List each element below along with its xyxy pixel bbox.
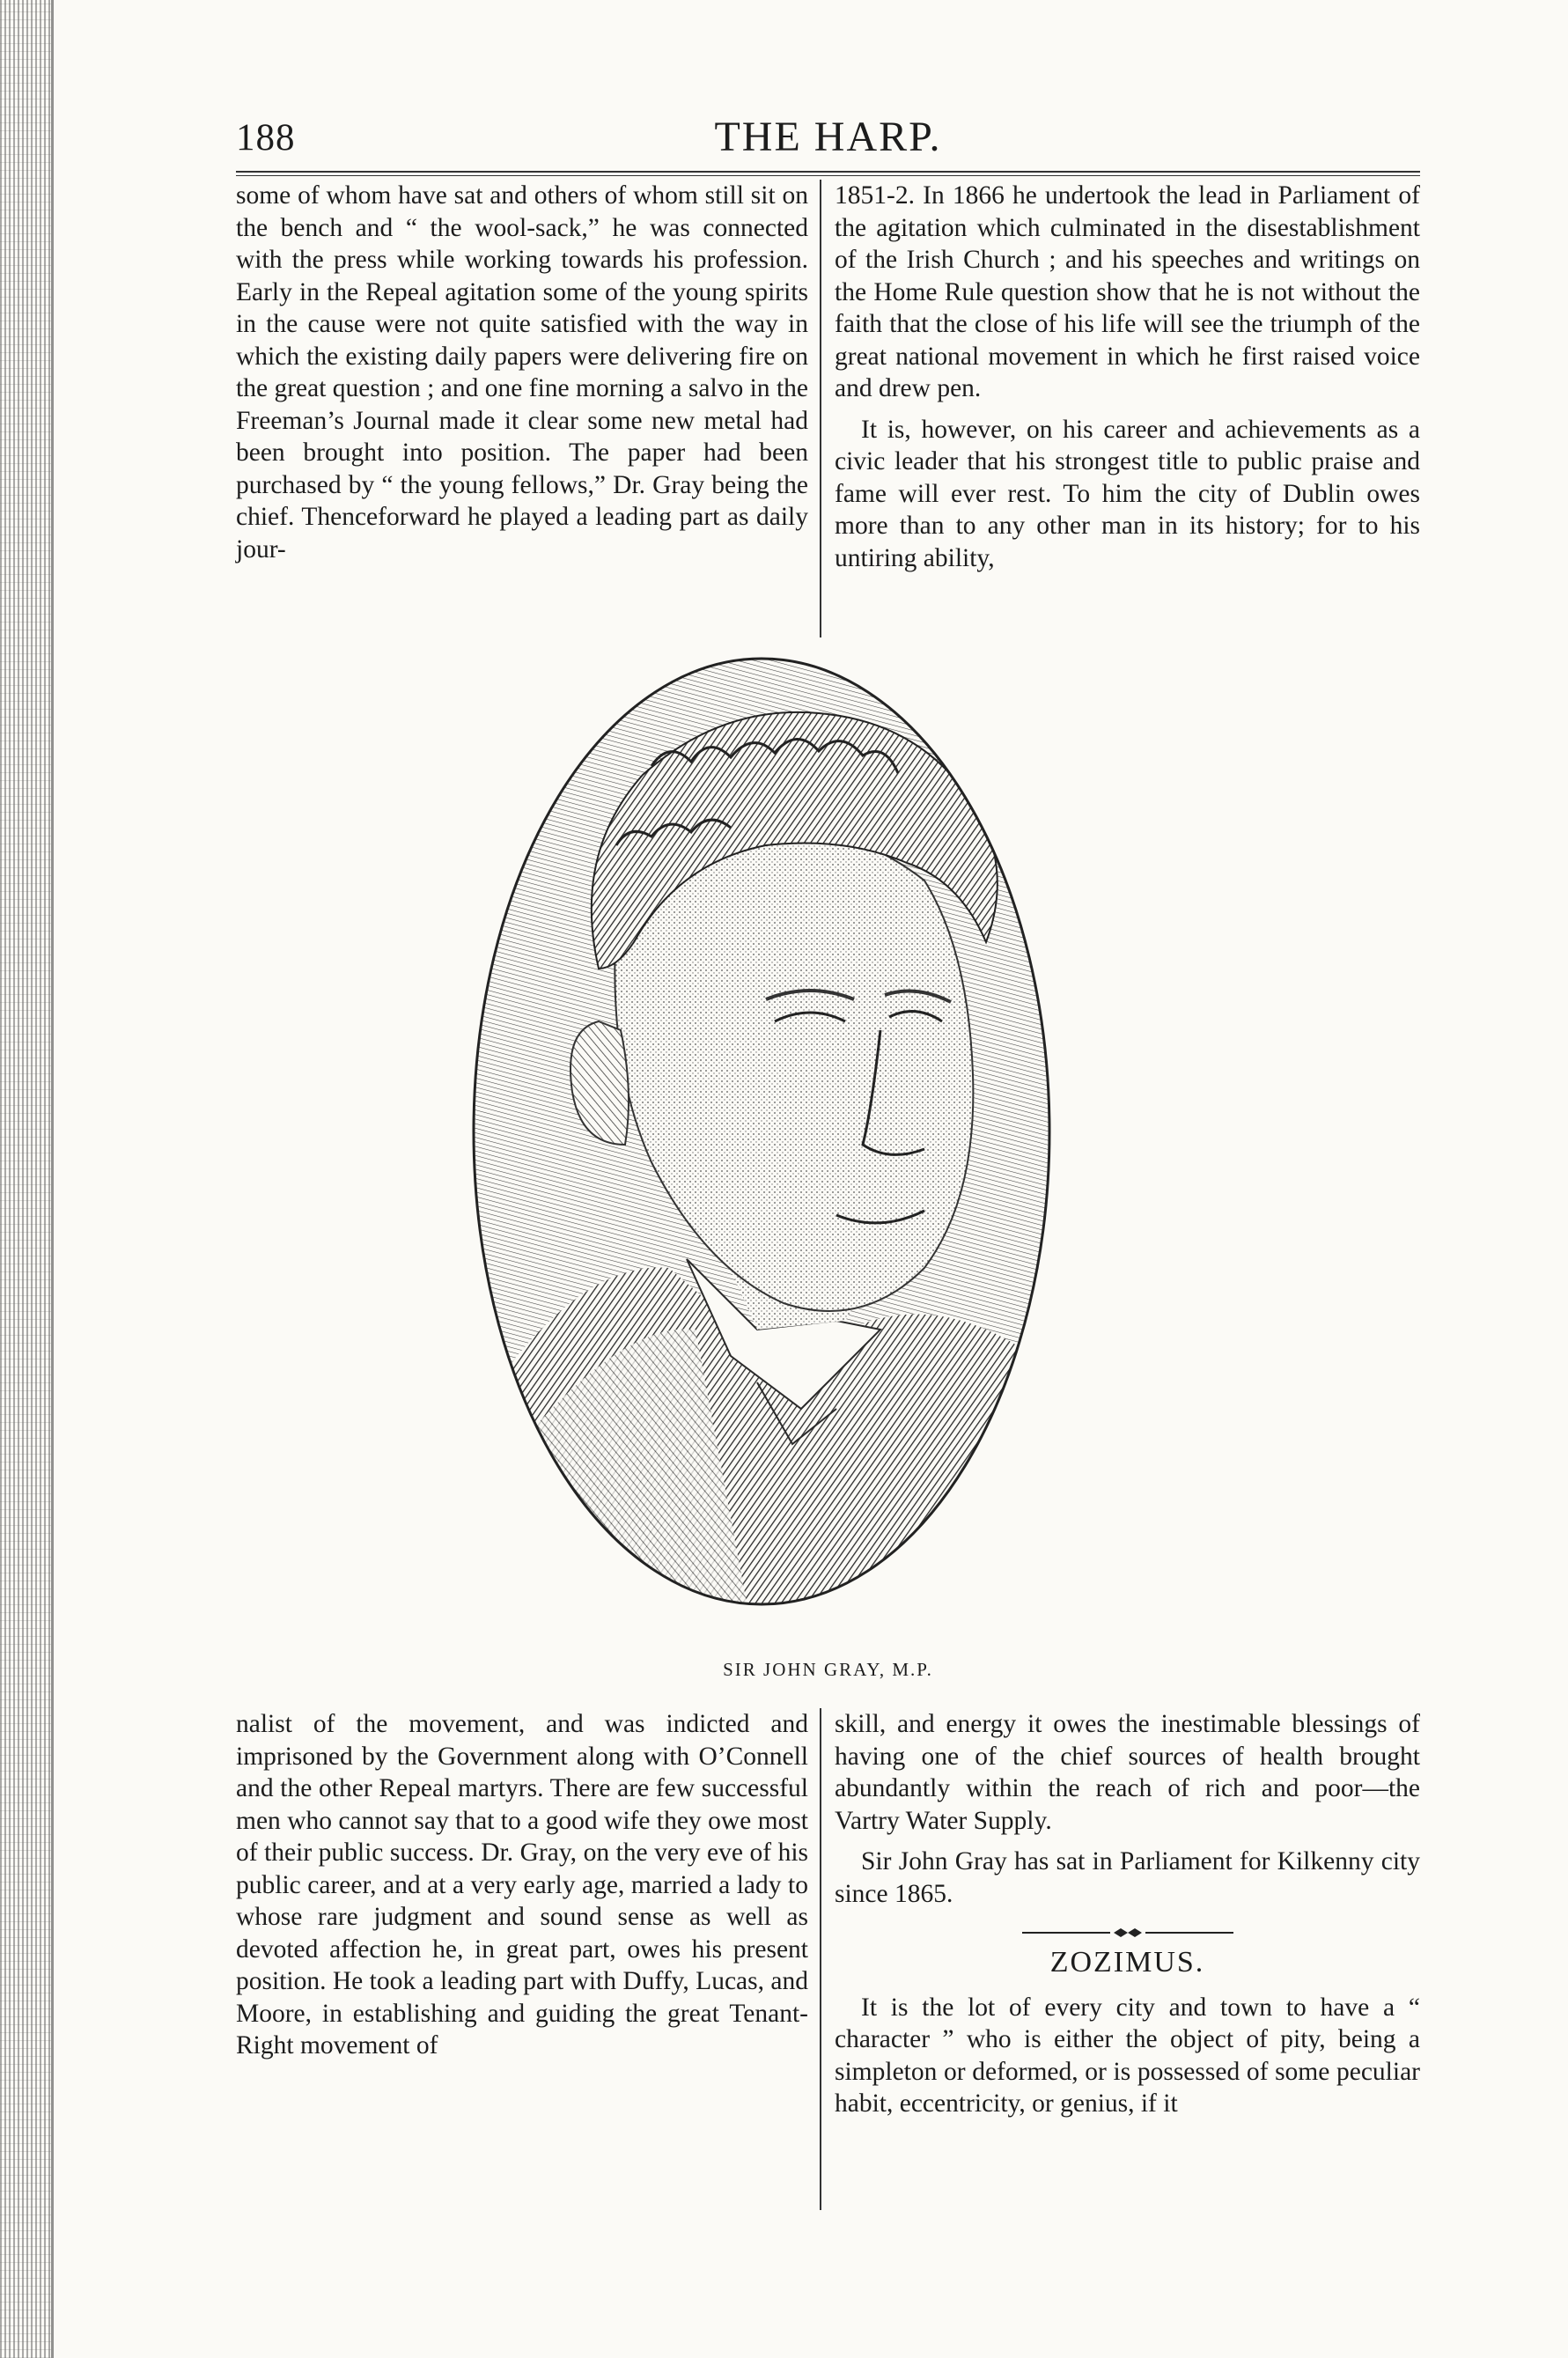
portrait-engraving — [467, 652, 1056, 1611]
page-number: 188 — [236, 117, 296, 158]
running-title: THE HARP. — [714, 114, 942, 160]
column-top-left — [236, 180, 808, 565]
column-rule-bottom — [820, 1708, 821, 2210]
paragraph: It is, however, on his career and achievements as a civic leader that his strongest title to public praise and fame will ever rest. To him the city of Dublin owes more than to any other man in its history; for to his untiring ability, — [835, 415, 1420, 572]
column-bottom-right — [835, 1708, 1420, 2120]
portrait-caption: SIR JOHN GRAY, M.P. — [723, 1659, 933, 1680]
column-bottom-left — [236, 1708, 808, 2062]
section-divider-ornament — [1022, 1926, 1233, 1940]
column-top-right — [835, 180, 1420, 574]
paragraph: some of whom have sat and others of whom still sit on the bench and “ the wool-sack,” he was connected with the press while working towards his profession. Early in the Repeal agitation some of the young spirits in the cause were not quite satisfied with the way in which the existing daily papers were delivering fire on the great question ; and one fine morning a salvo in the Freeman’s Journal made it clear some new metal had been brought into position. The paper had been purchased by “ the young fellows,” Dr. Gray being the chief. Thenceforward he played a leading part as daily jour- — [236, 181, 808, 564]
paragraph: Sir John Gray has sat in Parliament for Kilkenny city since 1865. — [835, 1847, 1420, 1908]
paragraph: skill, and energy it owes the inestimable blessings of having one of the chief sources of health brought abundantly within the reach of rich and poor—the Vartry Water Supply. — [835, 1710, 1420, 1835]
section-title-zozimus: ZOZIMUS. — [1049, 1946, 1205, 1979]
portrait-image — [467, 652, 1056, 1611]
page-header — [236, 113, 1420, 174]
header-rule — [236, 171, 1420, 176]
binding-edge-line — [51, 0, 54, 2358]
paragraph: 1851-2. In 1866 he undertook the lead in Parliament of the agitation which culminated in the disestablishment of the Irish Church ; and his speeches and writings on the Home Rule question show that he is not without the faith that the close of his life will see the triumph of the great national movement in which he first raised voice and drew pen. — [835, 181, 1420, 402]
paragraph: It is the lot of every city and town to have a “ character ” who is either the object of pity, being a simpleton or deformed, or is possessed of some peculiar habit, eccentricity, or genius, if it — [835, 1993, 1420, 2118]
paragraph: nalist of the movement, and was indicted and imprisoned by the Government along with O’Connell and the other Repeal martyrs. There are few successful men who cannot say that to a good wife they owe most of their public success. Dr. Gray, on the very eve of his public career, and at a very early age, married a lady to whose rare judgment and sound sense as well as devoted affection he, in great part, owes his present position. He took a leading part with Duffy, Lucas, and Moore, in establishing and guiding the great Tenant-Right movement of — [236, 1710, 808, 2060]
binding-edge-texture — [0, 0, 51, 2358]
column-rule-top — [820, 180, 821, 637]
